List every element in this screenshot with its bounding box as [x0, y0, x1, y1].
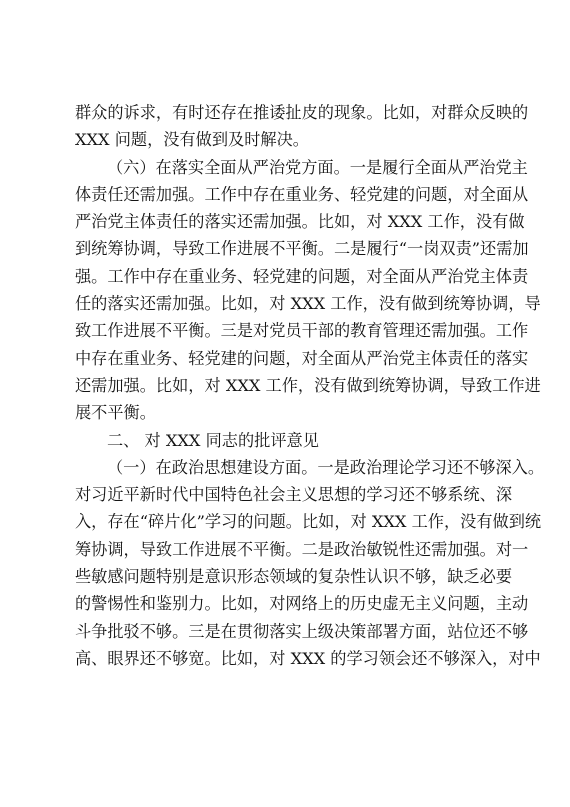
text-line: 强。工作中存在重业务、轻党建的问题，对全面从严治党主体责 [75, 266, 529, 286]
text-line: 体责任还需加强。工作中存在重业务、轻党建的问题，对全面从 [75, 184, 529, 204]
text-line: 对习近平新时代中国特色社会主义思想的学习还不够系统、深 [75, 485, 513, 505]
text-line: 的警惕性和鉴别力。比如，对网络上的历史虚无主义问题，主动 [75, 594, 529, 614]
text-line: 中存在重业务、轻党建的问题，对全面从严治党主体责任的落实 [75, 348, 529, 368]
text-line: 到统筹协调，导致工作进展不平衡。二是履行“一岗双责”还需加 [75, 239, 529, 259]
text-line: 任的落实还需加强。比如，对 XXX 工作，没有做到统筹协调，导 [75, 294, 541, 314]
text-line: 高、眼界还不够宽。比如，对 XXX 的学习领会还不够深入，对中 [75, 648, 541, 668]
text-line: 群众的诉求，有时还存在推诿扯皮的现象。比如，对群众反映的 [75, 103, 529, 122]
section-heading: 二、 对 XXX 同志的批评意见 [107, 430, 319, 450]
paragraph-heading-line: （一）在政治思想建设方面。一是政治理论学习还不够深入。 [107, 457, 545, 477]
text-line: 筹协调，导致工作进展不平衡。二是政治敏锐性还需加强。对一 [75, 539, 529, 559]
text-line: 入，存在“碎片化”学习的问题。比如，对 XXX 工作，没有做到统 [75, 512, 542, 532]
text-line: 严治党主体责任的落实还需加强。比如，对 XXX 工作，没有做 [75, 212, 525, 232]
document-body [75, 99, 545, 672]
text-line: 些敏感问题特别是意识形态领域的复杂性认识不够，缺乏必要 [75, 567, 513, 587]
text-line: 展不平衡。 [75, 403, 156, 423]
text-line: XXX 问题，没有做到及时解决。 [75, 130, 309, 150]
paragraph-heading-line: （六）在落实全面从严治党方面。一是履行全面从严治党主 [107, 157, 528, 177]
text-line: 还需加强。比如，对 XXX 工作，没有做到统筹协调，导致工作进 [75, 375, 541, 395]
text-line: 致工作进展不平衡。三是对党员干部的教育管理还需加强。工作 [75, 321, 529, 341]
text-line: 斗争批驳不够。三是在贯彻落实上级决策部署方面，站位还不够 [75, 621, 529, 641]
